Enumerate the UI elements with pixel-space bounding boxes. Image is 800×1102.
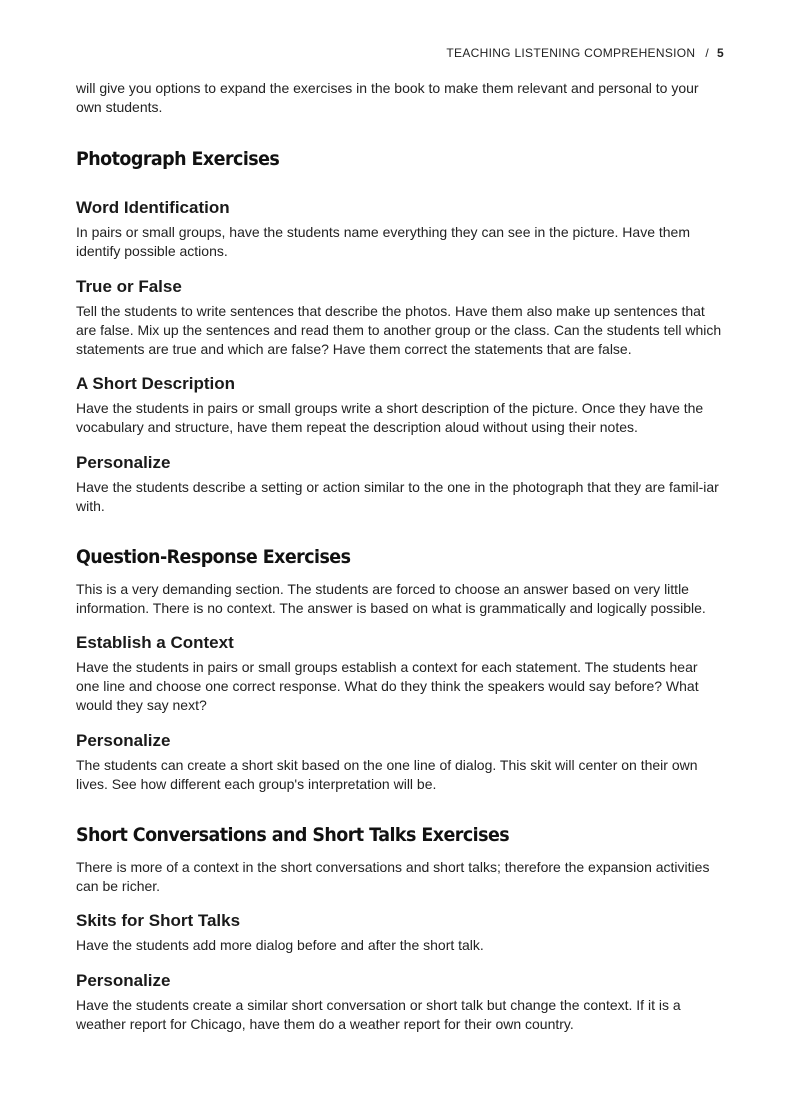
running-head	[446, 46, 724, 60]
section-intro-short-conversations: There is more of a context in the short conversations and short talks; therefore the expansion activities can be richer.	[76, 859, 710, 894]
running-head-separator: /	[705, 46, 710, 60]
subsection-title-skits-for-short-talks: Skits for Short Talks	[76, 911, 241, 930]
subsection-body-personalize-short-talks: Have the students create a similar short conversation or short talk but change the context. If it is a weather report for Chicago, have them do a weather report for their own country.	[76, 997, 681, 1032]
intro-paragraph: will give you options to expand the exercises in the book to make them relevant and personal to your own students.	[76, 80, 699, 115]
section-title-question-response-exercises: Question-Response Exercises	[76, 546, 351, 568]
section-intro-question-response: This is a very demanding section. The students are forced to choose an answer based on very little information. There is no context. The answer is based on what is grammatically and logically possible.	[76, 581, 706, 616]
section-title-photograph-exercises: Photograph Exercises	[76, 148, 280, 170]
subsection-title-personalize-photo: Personalize	[76, 453, 171, 472]
subsection-body-a-short-description: Have the students in pairs or small groups write a short description of the picture. Once they have the vocabulary and structure, have them repeat the description aloud without using their notes.	[76, 400, 704, 435]
subsection-body-personalize-photo: Have the students describe a setting or action similar to the one in the photograph that they are famil-iar with.	[76, 479, 719, 514]
subsection-title-word-identification: Word Identification	[76, 198, 230, 217]
subsection-title-personalize-question: Personalize	[76, 731, 171, 750]
subsection-title-a-short-description: A Short Description	[76, 374, 235, 393]
subsection-title-establish-a-context: Establish a Context	[76, 633, 234, 652]
subsection-body-word-identification: In pairs or small groups, have the students name everything they can see in the picture. Have them identify possible actions.	[76, 224, 690, 259]
subsection-body-establish-a-context: Have the students in pairs or small groups establish a context for each statement. The students hear one line and choose one correct response. What do they think the speakers would say before? What would they say next?	[76, 659, 699, 713]
subsection-body-true-or-false: Tell the students to write sentences that describe the photos. Have them also make up sentences that are false. Mix up the sentences and read them to another group or the class. Can the students tell which statements are true and which are false? Have them correct the statements that are false.	[76, 303, 722, 357]
subsection-title-true-or-false: True or False	[76, 277, 182, 296]
page-number: 5	[717, 46, 724, 60]
section-title-short-conversations: Short Conversations and Short Talks Exercises	[76, 824, 510, 846]
running-title: TEACHING LISTENING COMPREHENSION	[446, 46, 696, 60]
subsection-body-personalize-question: The students can create a short skit based on the one line of dialog. This skit will center on their own lives. See how different each group's interpretation will be.	[76, 757, 698, 792]
subsection-title-personalize-short-talks: Personalize	[76, 971, 171, 990]
subsection-body-skits-for-short-talks: Have the students add more dialog before and after the short talk.	[76, 937, 484, 953]
